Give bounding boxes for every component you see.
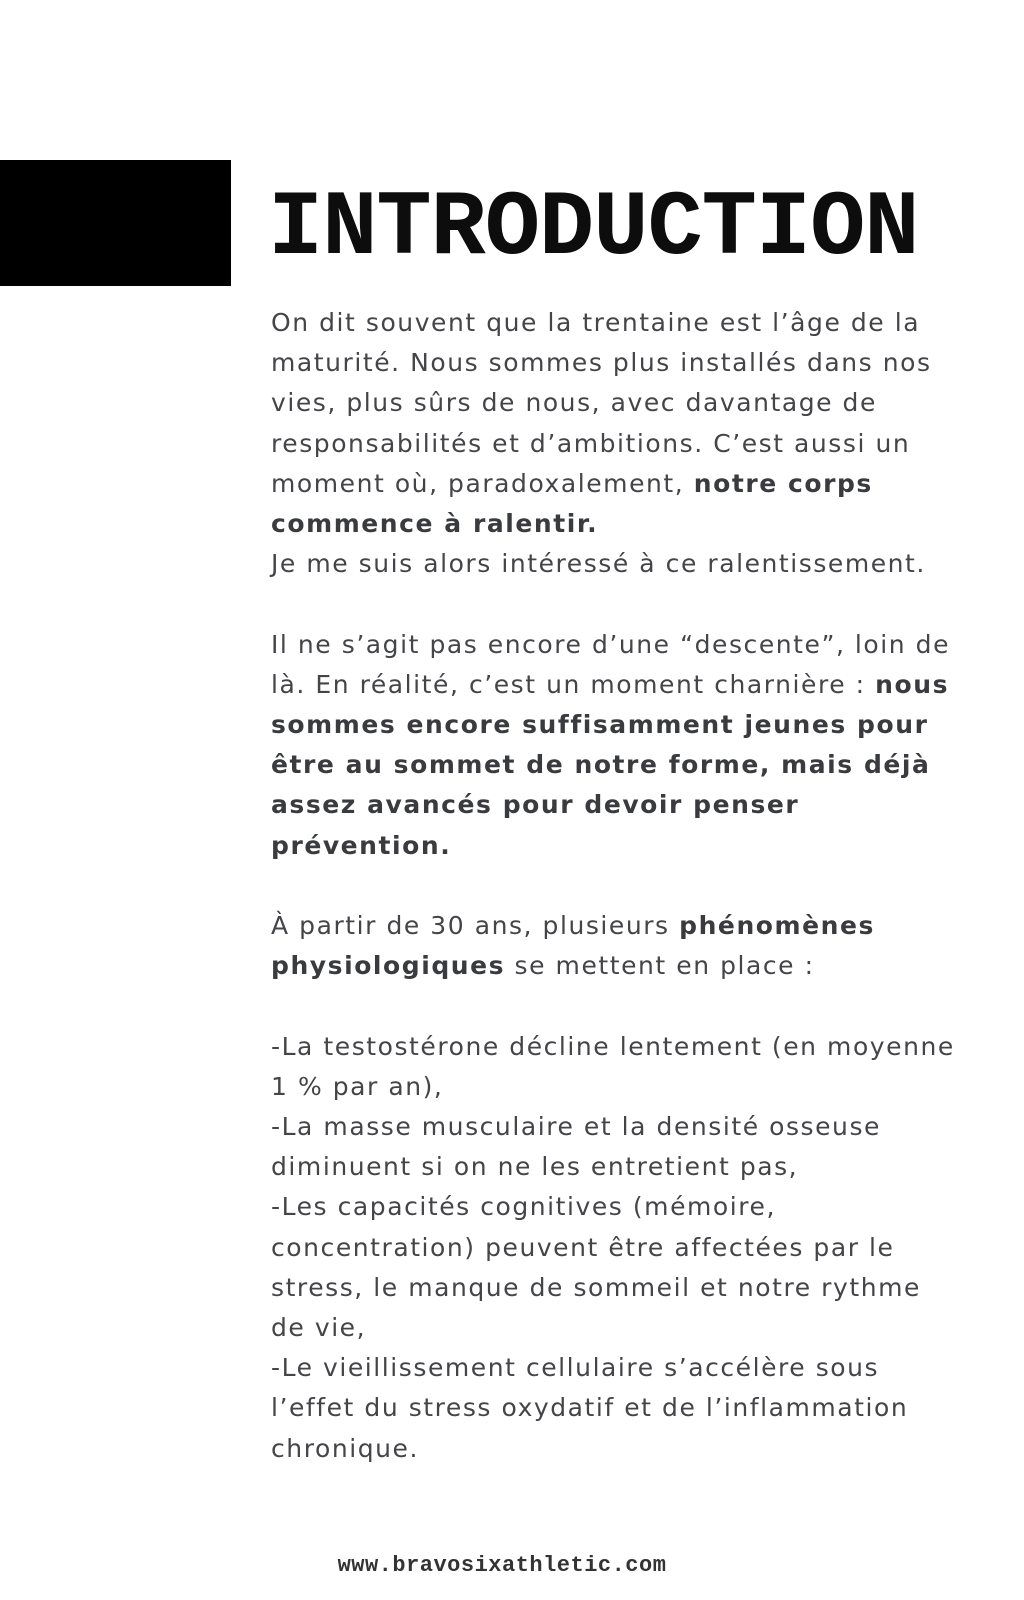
body-text [271,303,961,1469]
paragraph-3-text-after: se mettent en place : [505,951,815,981]
physiology-list [271,1027,961,1469]
paragraph-1-bold: notre corps commence à ralentir. [271,468,873,539]
paragraph-2-text: Il ne s’agit pas encore d’une “descente”, loin de là. En réalité, c’est un moment charnière : [271,629,951,699]
paragraph-1-text: On dit souvent que la trentaine est l’âge de la maturité. Nous sommes plus installés dans nos vies, plus sûrs de nous, avec davantage de responsabilités et d’ambitions. C’est aussi un moment où, paradoxalement, [271,308,932,498]
paragraph-3-bold: phénomènes physiologiques [271,911,875,981]
list-item: -La masse musculaire et la densité osseuse diminuent si on ne les entretient pas, [271,1112,881,1182]
paragraph-3 [271,906,961,986]
decorative-black-block [0,160,231,286]
list-item: -Le vieillissement cellulaire s’accélère sous l’effet du stress oxydatif et de l’inflammation chronique. [271,1353,909,1463]
paragraph-2 [271,625,961,866]
page-title: INTRODUCTION [268,176,919,281]
footer-url: www.bravosixathletic.com [337,1553,667,1578]
paragraph-3-text-before: À partir de 30 ans, plusieurs [271,911,680,941]
list-item: -La testostérone décline lentement (en moyenne 1 % par an), [271,1031,955,1101]
paragraph-2-bold: nous sommes encore suffisamment jeunes pour être au sommet de notre forme, mais déjà assez avancés pour devoir penser prévention. [271,669,950,860]
paragraph-1-line2: Je me suis alors intéressé à ce ralentissement. [271,549,926,579]
list-item: -Les capacités cognitives (mémoire, concentration) peuvent être affectées par le stress, le manque de sommeil et notre rythme de vie, [271,1192,921,1343]
paragraph-1 [271,303,961,584]
